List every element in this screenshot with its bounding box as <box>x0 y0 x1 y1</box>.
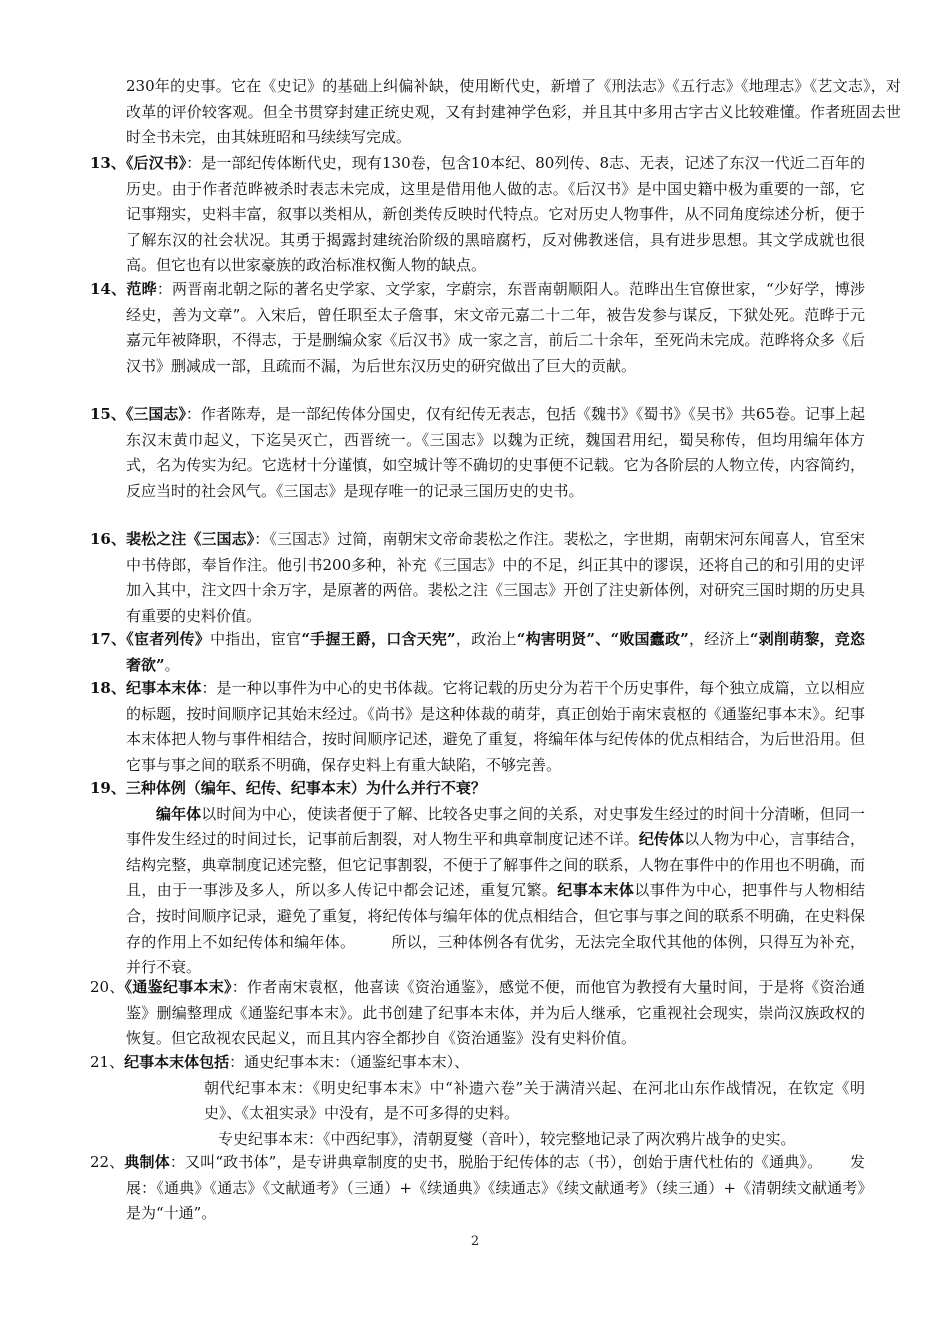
entry-20 <box>90 975 865 1052</box>
entry-number: 21、 <box>90 1053 125 1071</box>
entry-text: ：作者南宋袁枢，他喜读《资治通鉴》，感觉不便，而他官为教授有大量时间，于是将《资治通鉴》删编整理成《通鉴纪事本末》。此书创建了纪事本末体，并为后人继承，它重视社会现实，崇尚汉族政权的恢复。但它敌视农民起义，而且其内容全都抄自《资治通鉴》没有史料价值。 <box>126 978 865 1048</box>
entry-text: ：又叫“政书体”，是专讲典章制度的史书，脱胎于纪传体的志（书），创始于唐代杜佑的《通典》。 发展：《通典》《通志》《文献通考》（三通）+《续通典》《续通志》《续文献通考》（续三通）+《清朝续文献通考》 是为“十通”。 <box>126 1153 881 1223</box>
subheading-jizhuan: 纪传体 <box>638 830 685 849</box>
entry-number: 18、 <box>90 679 127 697</box>
entry-heading: 范晔 <box>126 280 157 298</box>
entry-heading: 《后汉书》 <box>125 154 187 172</box>
entry-text: 以事件为中心，把事件与人物相结合，按时间顺序记录，避免了重复，将纪传体与编年体的优点相结合，但它事与事之间的联系不明确，在史料保存的作用上不如纪传体和编年体。 <box>126 881 865 951</box>
entry-text: ，经济上 <box>688 630 750 648</box>
subheading-biannian: 编年体 <box>156 804 202 823</box>
entry-text: ：是一种以事件为中心的史书体裁。它将记载的历史分为若干个历史事件，每个独立成篇，立以相应的标题，按时间顺序记其始末经过。《尚书》是这种体裁的萌芽，真正创始于南宋袁枢的《通鉴纪事本末》。纪事本末体把人物与事件相结合，按时间顺序记述，避免了重复，将编年体与纪传体的优点相结合，为后世沿用。但它事与事之间的联系不明确，保存史料上有重大缺陷，不够完善。 <box>126 679 865 774</box>
entry-number: 20、 <box>90 978 125 996</box>
entry-heading: 纪事本末体 <box>126 679 202 697</box>
quote-2: “构害明贤”、“败国蠹政” <box>516 630 689 648</box>
entry-heading: 《通鉴纪事本末》 <box>124 978 232 996</box>
entry-text: 中指出，宦官 <box>210 630 302 648</box>
entry-13 <box>90 151 865 279</box>
entry-number: 14、 <box>90 280 127 298</box>
entry-number: 19、 <box>90 779 126 797</box>
entry-number: 13、 <box>90 154 126 172</box>
entry-19 <box>90 776 865 981</box>
entry-21 <box>90 1050 865 1152</box>
entry-19-body <box>90 802 865 981</box>
entry-number: 16、 <box>90 530 127 548</box>
entry-number: 17、 <box>90 630 127 648</box>
entry-heading: 纪事本末体包括 <box>124 1053 230 1071</box>
entry-21-line-2: 朝代纪事本末：《明史纪事本末》中“补遗六卷”关于满清兴起、在河北山东作战情况，在钦定《明史》、《太祖实录》中没有，是不可多得的史料。 <box>204 1078 865 1123</box>
entry-15 <box>90 402 865 504</box>
entry-heading: 典制体 <box>124 1153 170 1171</box>
entry-text: ：两晋南北朝之际的著名史学家、文学家，字蔚宗，东晋南朝顺阳人。范晔出生官僚世家，“少好学，博涉经史，善为文章”。入宋后，曾任职至太子詹事，宋文帝元嘉二十二年，被告发参与谋反，下狱处死。范晔于元嘉元年被降职，不得志，于是删编众家《后汉书》成一家之言，前后二十余年，至死尚未完成。范晔将众多《后汉书》删减成一部，且疏而不漏，为后世东汉历史的研究做出了巨大的贡献。 <box>126 280 865 375</box>
intro-paragraph: 230年的史事。它在《史记》的基础上纠偏补缺，使用断代史，新增了《刑法志》《五行志》《地理志》《艺文志》，对改革的评价较客观。但全书贯穿封建正统史观，又有封建神学色彩，并且其中多用古字古义比较难懂。作者班固去世时全书未完，由其妹班昭和马续续写完成。 <box>126 77 901 147</box>
entry-17 <box>90 627 865 678</box>
entry-text: ：作者陈寿，是一部纪传体分国史，仅有纪传无表志，包括《魏书》《蜀书》《吴书》共65卷。记事上起东汉末黄巾起义，下迄吴灭亡，西晋统一。《三国志》以魏为正统，魏国君用纪，蜀吴称传，但均用编年体方式，名为传实为纪。它选材十分谨慎，如空城计等不确切的史事便不记载。它为各阶层的人物立传，内容简约，反应当时的社会风气。《三国志》是现存唯一的记录三国历史的史书。 <box>126 405 865 500</box>
entry-18 <box>90 676 865 778</box>
entry-text: ：《三国志》过简，南朝宋文帝命裴松之作注。裴松之，字世期，南朝宋河东闻喜人，官至宋中书侍郎，奉旨作注。他引书200多种，补充《三国志》中的不足，纠正其中的谬误，还将自己的和引用的史评加入其中，注文四十余万字，是原著的两倍。裴松之注《三国志》开创了注史新体例，对研究三国时期的历史具有重要的史料价值。 <box>126 530 865 625</box>
quote-3: “剥削萌黎，竞恣奢欲” <box>126 630 865 674</box>
entry-16 <box>90 527 865 629</box>
quote-1: “手握王爵，口含天宪” <box>301 630 456 648</box>
entry-text: 以人物为中心，言事结合，结构完整，典章制度记述完整，但它记事割裂，不便于了解事件之间的联系，人物在事件中的作用也不明确，而且，由于一事涉及多人，所以多人传记中都会记述，重复冗繁。 <box>126 830 865 900</box>
entry-14 <box>90 277 865 379</box>
entry-heading: 三种体例（编年、纪传、纪事本末）为什么并行不衰？ <box>125 779 486 797</box>
entry-heading: 《三国志》 <box>125 405 186 423</box>
entry-text: ，政治上 <box>455 630 517 648</box>
entry-22 <box>90 1150 881 1227</box>
page-number: 2 <box>470 1234 480 1249</box>
entry-number: 15、 <box>90 405 126 423</box>
entry-text: 所以，三种体例各有优劣，无法完全取代其他的体例，只得互为补充，并行不衰。 <box>126 932 865 977</box>
entry-heading: 《宦者列传》 <box>126 630 211 648</box>
entry-text: ：是一部纪传体断代史，现有130卷，包含10本纪、80列传、8志、无表，记述了东汉一代近二百年的历史。由于作者范晔被杀时表志未完成，这里是借用他人做的志。《后汉书》是中国史籍中极为重要的一部，它记事翔实，史料丰富，叙事以类相从，新创类传反映时代特点。它对历史人物事件，从不同角度综述分析，便于了解东汉的社会状况。其勇于揭露封建统治阶级的黑暗腐朽，反对佛教迷信，具有进步思想。其文学成就也很高。但它也有以世家豪族的政治标准权衡人物的缺点。 <box>126 154 865 275</box>
entry-number: 22、 <box>90 1153 125 1171</box>
subheading-jishibenmo: 纪事本末体 <box>557 881 635 900</box>
entry-21-line-3: 专史纪事本末：《中西纪事》，清朝夏燮（音叶），较完整地记录了两次鸦片战争的史实。 <box>218 1129 796 1148</box>
entry-heading: 裴松之注《三国志》 <box>126 530 255 548</box>
entry-text: 以时间为中心，使读者便于了解、比较各史事之间的关系，对史事发生经过的时间十分清晰，但同一事件发生经过的时间过长，记事前后割裂，对人物生平和典章制度记述不详。 <box>126 804 865 849</box>
entry-text: 。 <box>164 655 180 674</box>
entry-text: ：通史纪事本末：（通鉴纪事本末）、 <box>229 1053 470 1071</box>
